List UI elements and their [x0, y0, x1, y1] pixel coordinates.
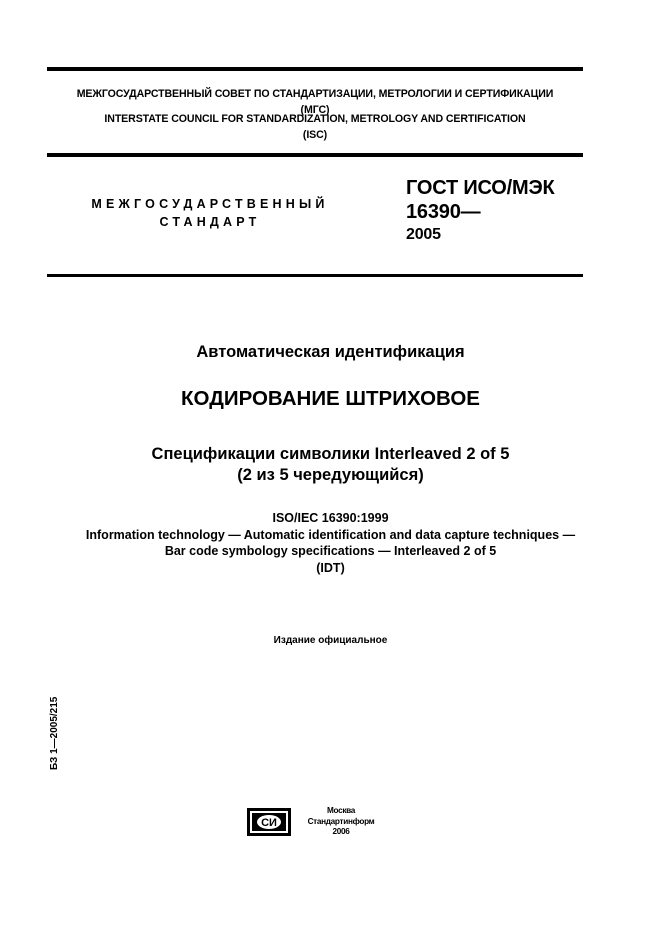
- iso-title-line2: Bar code symbology specifications — Interleaved 2 of 5: [164, 544, 497, 558]
- header-rule: [47, 153, 583, 157]
- standard-type-line2: СТАНДАРТ: [159, 215, 261, 229]
- title-sub-line1: Спецификации символики Interleaved 2 of 5: [151, 445, 510, 463]
- designation-year: 2005: [406, 226, 441, 243]
- publisher-name: Стандартинформ: [307, 816, 375, 826]
- designation-number: 16390—: [406, 201, 481, 223]
- standard-designation: [406, 176, 554, 246]
- council-ru-abbr: (МГС): [300, 104, 330, 116]
- title-sub: [0, 444, 661, 486]
- middle-rule: [47, 274, 583, 277]
- publisher-logo: [247, 808, 291, 836]
- standard-type: [60, 195, 360, 231]
- side-code: БЗ 1—2005/215: [49, 696, 60, 770]
- publisher-imprint: [296, 806, 386, 838]
- designation-line1: ГОСТ ИСО/МЭК: [406, 177, 555, 199]
- iso-title-line1: Information technology — Automatic identification and data capture techniques —: [85, 527, 576, 542]
- title-sub-line2: (2 из 5 чередующийся): [237, 466, 424, 484]
- council-en-line1: INTERSTATE COUNCIL FOR STANDARDIZATION, METROLOGY AND CERTIFICATION: [104, 113, 526, 125]
- edition-note: Издание официальное: [273, 635, 388, 646]
- council-ru-line1: МЕЖГОСУДАРСТВЕННЫЙ СОВЕТ ПО СТАНДАРТИЗАЦИИ, МЕТРОЛОГИИ И СЕРТИФИКАЦИИ: [76, 88, 554, 100]
- publisher-city: Москва: [326, 806, 356, 815]
- standartinform-logo-icon: [247, 808, 291, 836]
- council-en-abbr: (ISC): [302, 129, 328, 141]
- logo-text: СИ: [261, 817, 277, 829]
- iso-ref: ISO/IEC 16390:1999: [272, 511, 389, 525]
- council-header-en: [47, 111, 583, 143]
- title-group: Автоматическая идентификация: [196, 343, 465, 361]
- standard-type-line1: МЕЖГОСУДАРСТВЕННЫЙ: [91, 197, 329, 211]
- iso-idt: (IDT): [316, 560, 345, 575]
- top-rule: [47, 67, 583, 71]
- publisher-year: 2006: [332, 827, 350, 836]
- title-main: КОДИРОВАНИЕ ШТРИХОВОЕ: [181, 387, 480, 410]
- international-reference: [0, 510, 661, 576]
